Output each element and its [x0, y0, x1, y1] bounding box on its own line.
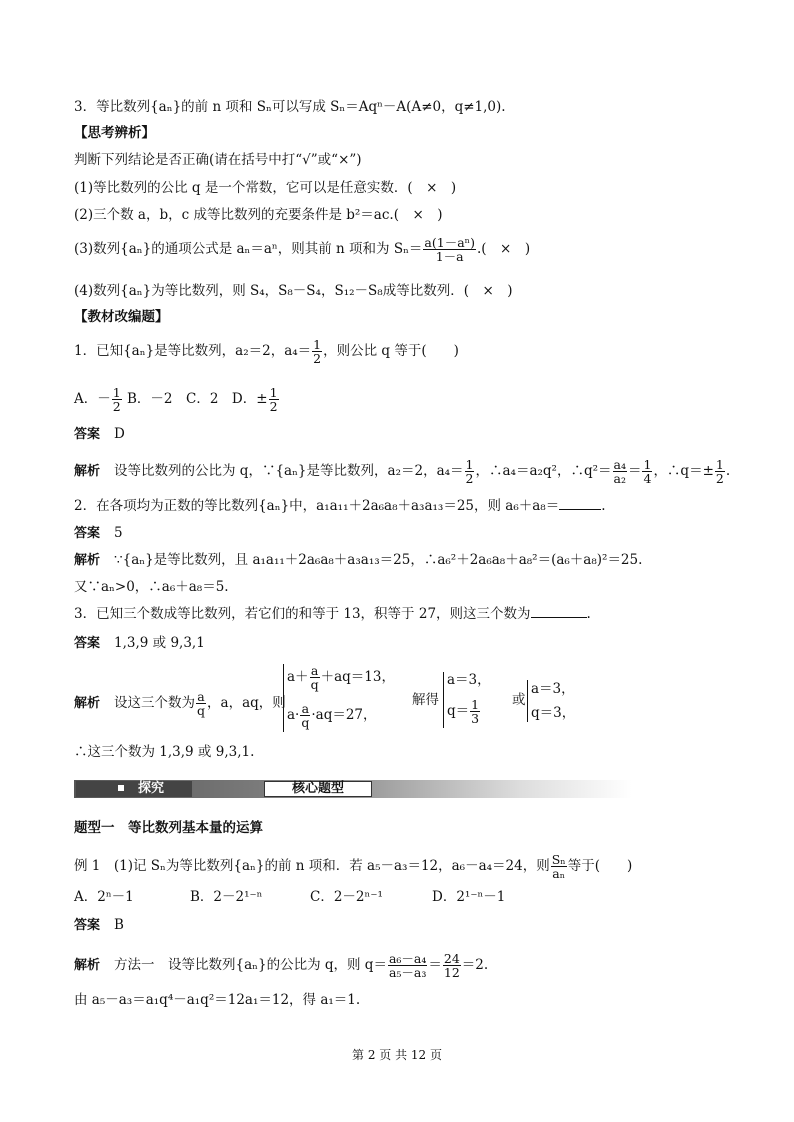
equation-text: a＋	[287, 669, 309, 685]
fraction-denominator: aₙ	[552, 866, 566, 881]
think-item-3-after: .( × )	[476, 241, 531, 257]
solution-text: ∵{aₙ}是等比数列，且 a₁a₁₁＋2a₆a₈＋a₃a₁₃＝25，∴a₆²＋2a₆a₈＋a₈²＝(a₆＋a₈)²＝25.	[114, 552, 643, 568]
solution-label: 解析	[74, 696, 101, 711]
fraction-denominator: 2	[269, 399, 278, 414]
q1-answer	[74, 425, 125, 444]
system-2-row-2	[447, 698, 481, 725]
solution-fraction	[196, 690, 206, 717]
fraction-denominator: q	[310, 677, 319, 692]
example-1-option-d: D．2¹⁻ⁿ－1	[432, 889, 506, 905]
solution-text: ＝	[428, 957, 442, 973]
solution-text: .	[725, 463, 731, 479]
solution-fraction	[465, 458, 475, 485]
q2-answer	[74, 524, 123, 543]
answer-blank	[531, 617, 587, 618]
solution-label: 解析	[74, 553, 101, 568]
q3-stem-text: 3．已知三个数成等比数列，若它们的和等于 13，积等于 27，则这三个数为	[74, 606, 531, 622]
solution-text: 方法一 设等比数列{aₙ}的公比为 q，则 q＝	[114, 957, 387, 973]
fraction-denominator: 12	[443, 965, 460, 980]
q1-fraction	[312, 338, 322, 365]
q2-stem-text: 2．在各项均为正数的等比数列{aₙ}中，a₁a₁₁＋2a₆a₈＋a₃a₁₃＝25，则 a₆＋a₈＝	[74, 498, 560, 514]
think-instruction: 判断下列结论是否正确(请在括号中打“√”或“×”)	[74, 152, 362, 168]
fraction-denominator: 4	[643, 471, 652, 486]
solution-fraction	[642, 458, 652, 485]
think-item-1: (1)等比数列的公比 q 是一个常数，它可以是任意实数．( × )	[74, 180, 457, 196]
equation-system-brace	[443, 672, 444, 728]
example-1-solution-2: 由 a₅－a₃＝a₁q⁴－a₁q²＝12a₁＝12，得 a₁＝1.	[74, 992, 361, 1008]
example-stem-tail: 等于( )	[567, 858, 633, 874]
section-banner	[74, 780, 632, 798]
fraction-numerator: 1	[643, 457, 652, 472]
fraction-denominator: 2	[465, 471, 474, 486]
fraction-denominator: 2	[112, 399, 121, 414]
fraction-numerator: a₆－a₄	[388, 951, 427, 966]
answer-value: D	[114, 426, 125, 442]
q3-stem	[74, 605, 591, 623]
example-1-option-b: B．2－2¹⁻ⁿ	[190, 889, 263, 905]
system-1-row-2	[287, 702, 377, 729]
q2-stem	[74, 497, 606, 515]
fraction-numerator: a₄	[613, 457, 626, 472]
solution-text: ＝	[627, 463, 642, 479]
page-footer: 第 2 页 共 12 页	[352, 1048, 442, 1062]
solution-fraction	[443, 952, 461, 979]
think-item-3-before: (3)数列{aₙ}的通项公式是 aₙ＝aⁿ，则其前 n 项和为 Sₙ＝	[74, 241, 423, 257]
solution-label: 解析	[74, 464, 101, 479]
think-item-3	[74, 236, 530, 263]
solution-fraction	[388, 952, 427, 979]
q3-conclusion: ∴这三个数为 1,3,9 或 9,3,1.	[74, 744, 255, 760]
fraction-numerator: 1	[112, 385, 121, 400]
q1-option-a-fraction	[112, 386, 122, 413]
equation-text: ＋aq＝13，	[320, 669, 395, 685]
fraction-numerator: Sₙ	[551, 852, 566, 867]
equation-fraction	[470, 698, 480, 725]
banner-explore-label: 探究	[138, 781, 165, 796]
example-stem-text: 例 1 (1)记 Sₙ为等比数列{aₙ}的前 n 项和．若 a₅－a₃＝12，a₆－a₄＝24，则	[74, 858, 550, 874]
fraction-denominator: q	[301, 715, 310, 730]
fraction-numerator: 1	[465, 457, 474, 472]
banner-core-tag: 核心题型	[264, 781, 372, 797]
fraction-denominator: a₂	[613, 471, 626, 486]
answer-label: 答案	[74, 636, 101, 651]
solve-text: 解得	[412, 692, 439, 708]
answer-blank	[559, 509, 601, 510]
q1-options	[74, 386, 280, 413]
equation-text: a·	[287, 707, 300, 723]
example-1-solution	[74, 952, 488, 979]
fraction-denominator: a₅－a₃	[388, 965, 427, 980]
answer-value: 5	[114, 525, 123, 541]
section-title: 题型一 等比数列基本量的运算	[74, 820, 263, 836]
solution-text: ＝2.	[461, 957, 489, 973]
think-item-2: (2)三个数 a，b，c 成等比数列的充要条件是 b²＝ac.( × )	[74, 207, 443, 223]
textbook-heading: 【教材改编题】	[74, 309, 169, 325]
system-3-row-1: a＝3，	[531, 681, 575, 697]
solution-text: ，∴q＝±	[653, 463, 714, 479]
square-bullet-icon	[118, 785, 124, 791]
q2-solution-2: 又∵aₙ>0，∴a₆＋a₈＝5.	[74, 579, 229, 595]
q3-solution	[74, 690, 286, 717]
banner-explore-tag	[76, 781, 192, 797]
solution-fraction	[715, 458, 725, 485]
q1-stem-text: 1．已知{aₙ}是等比数列，a₂＝2，a₄＝	[74, 343, 312, 359]
q3-answer	[74, 634, 205, 653]
example-1-answer	[74, 916, 124, 935]
fraction-numerator: a	[301, 701, 310, 716]
equation-text: q＝	[447, 703, 470, 719]
or-text: 或	[512, 692, 526, 708]
solution-text: ，a，aq，则	[207, 695, 286, 711]
q1-stem-tail: ，则公比 q 等于( )	[323, 343, 459, 359]
example-1-option-a: A．2ⁿ－1	[74, 889, 134, 905]
fraction-numerator: 1	[313, 337, 322, 352]
q1-option-d-fraction	[269, 386, 279, 413]
answer-label: 答案	[74, 427, 101, 442]
answer-label: 答案	[74, 526, 101, 541]
think-item-4: (4)数列{aₙ}为等比数列，则 S₄，S₈－S₄，S₁₂－S₈成等比数列．( × )	[74, 283, 513, 299]
q1-stem	[74, 338, 459, 365]
solution-fraction	[613, 458, 627, 485]
fraction-numerator: a	[310, 663, 319, 678]
sum-formula-fraction	[423, 236, 476, 263]
solution-text: ，∴a₄＝a₂q²，∴q²＝	[475, 463, 612, 479]
fraction-numerator: a	[197, 689, 205, 704]
think-heading: 【思考辨析】	[74, 125, 155, 141]
equation-fraction	[300, 702, 310, 729]
fraction-denominator: 1－a	[423, 249, 476, 263]
q1-solution	[74, 458, 730, 485]
q2-solution	[74, 551, 642, 570]
fraction-numerator: 1	[715, 457, 724, 472]
fraction-denominator: q	[197, 703, 206, 718]
fraction-numerator: 24	[443, 951, 460, 966]
fraction-numerator: 1	[269, 385, 278, 400]
fraction-denominator: 2	[313, 351, 322, 366]
system-1-row-1	[287, 664, 395, 691]
system-2-row-1: a＝3，	[447, 672, 491, 688]
system-3-row-2: q＝3，	[531, 705, 576, 721]
answer-value: B	[114, 917, 124, 933]
equation-text: ·aq＝27，	[311, 707, 377, 723]
fraction-numerator: a(1－aⁿ)	[424, 235, 475, 250]
fraction-denominator: 2	[715, 471, 724, 486]
q1-options-rest: B．－2 C．2 D．±	[127, 391, 268, 407]
answer-label: 答案	[74, 918, 101, 933]
answer-value: 1,3,9 或 9,3,1	[114, 635, 205, 651]
solution-text: 设这三个数为	[114, 695, 196, 711]
example-1-option-c: C．2－2ⁿ⁻¹	[310, 889, 383, 905]
example-fraction	[551, 853, 567, 880]
solution-label: 解析	[74, 958, 101, 973]
q2-stem-end: .	[601, 498, 606, 514]
example-1-stem	[74, 853, 632, 880]
q1-option-a: A．－	[74, 391, 111, 407]
solution-text: 设等比数列的公比为 q，∵{aₙ}是等比数列，a₂＝2，a₄＝	[114, 463, 464, 479]
fraction-numerator: 1	[471, 697, 480, 712]
equation-system-brace	[527, 680, 528, 722]
equation-fraction	[310, 664, 320, 691]
fraction-denominator: 3	[471, 711, 480, 726]
q3-stem-end: .	[586, 606, 591, 622]
intro-point-3: 3．等比数列{aₙ}的前 n 项和 Sₙ可以写成 Sₙ＝Aqⁿ－A(A≠0，q≠1,0).	[74, 99, 506, 115]
equation-system-brace	[283, 664, 284, 732]
